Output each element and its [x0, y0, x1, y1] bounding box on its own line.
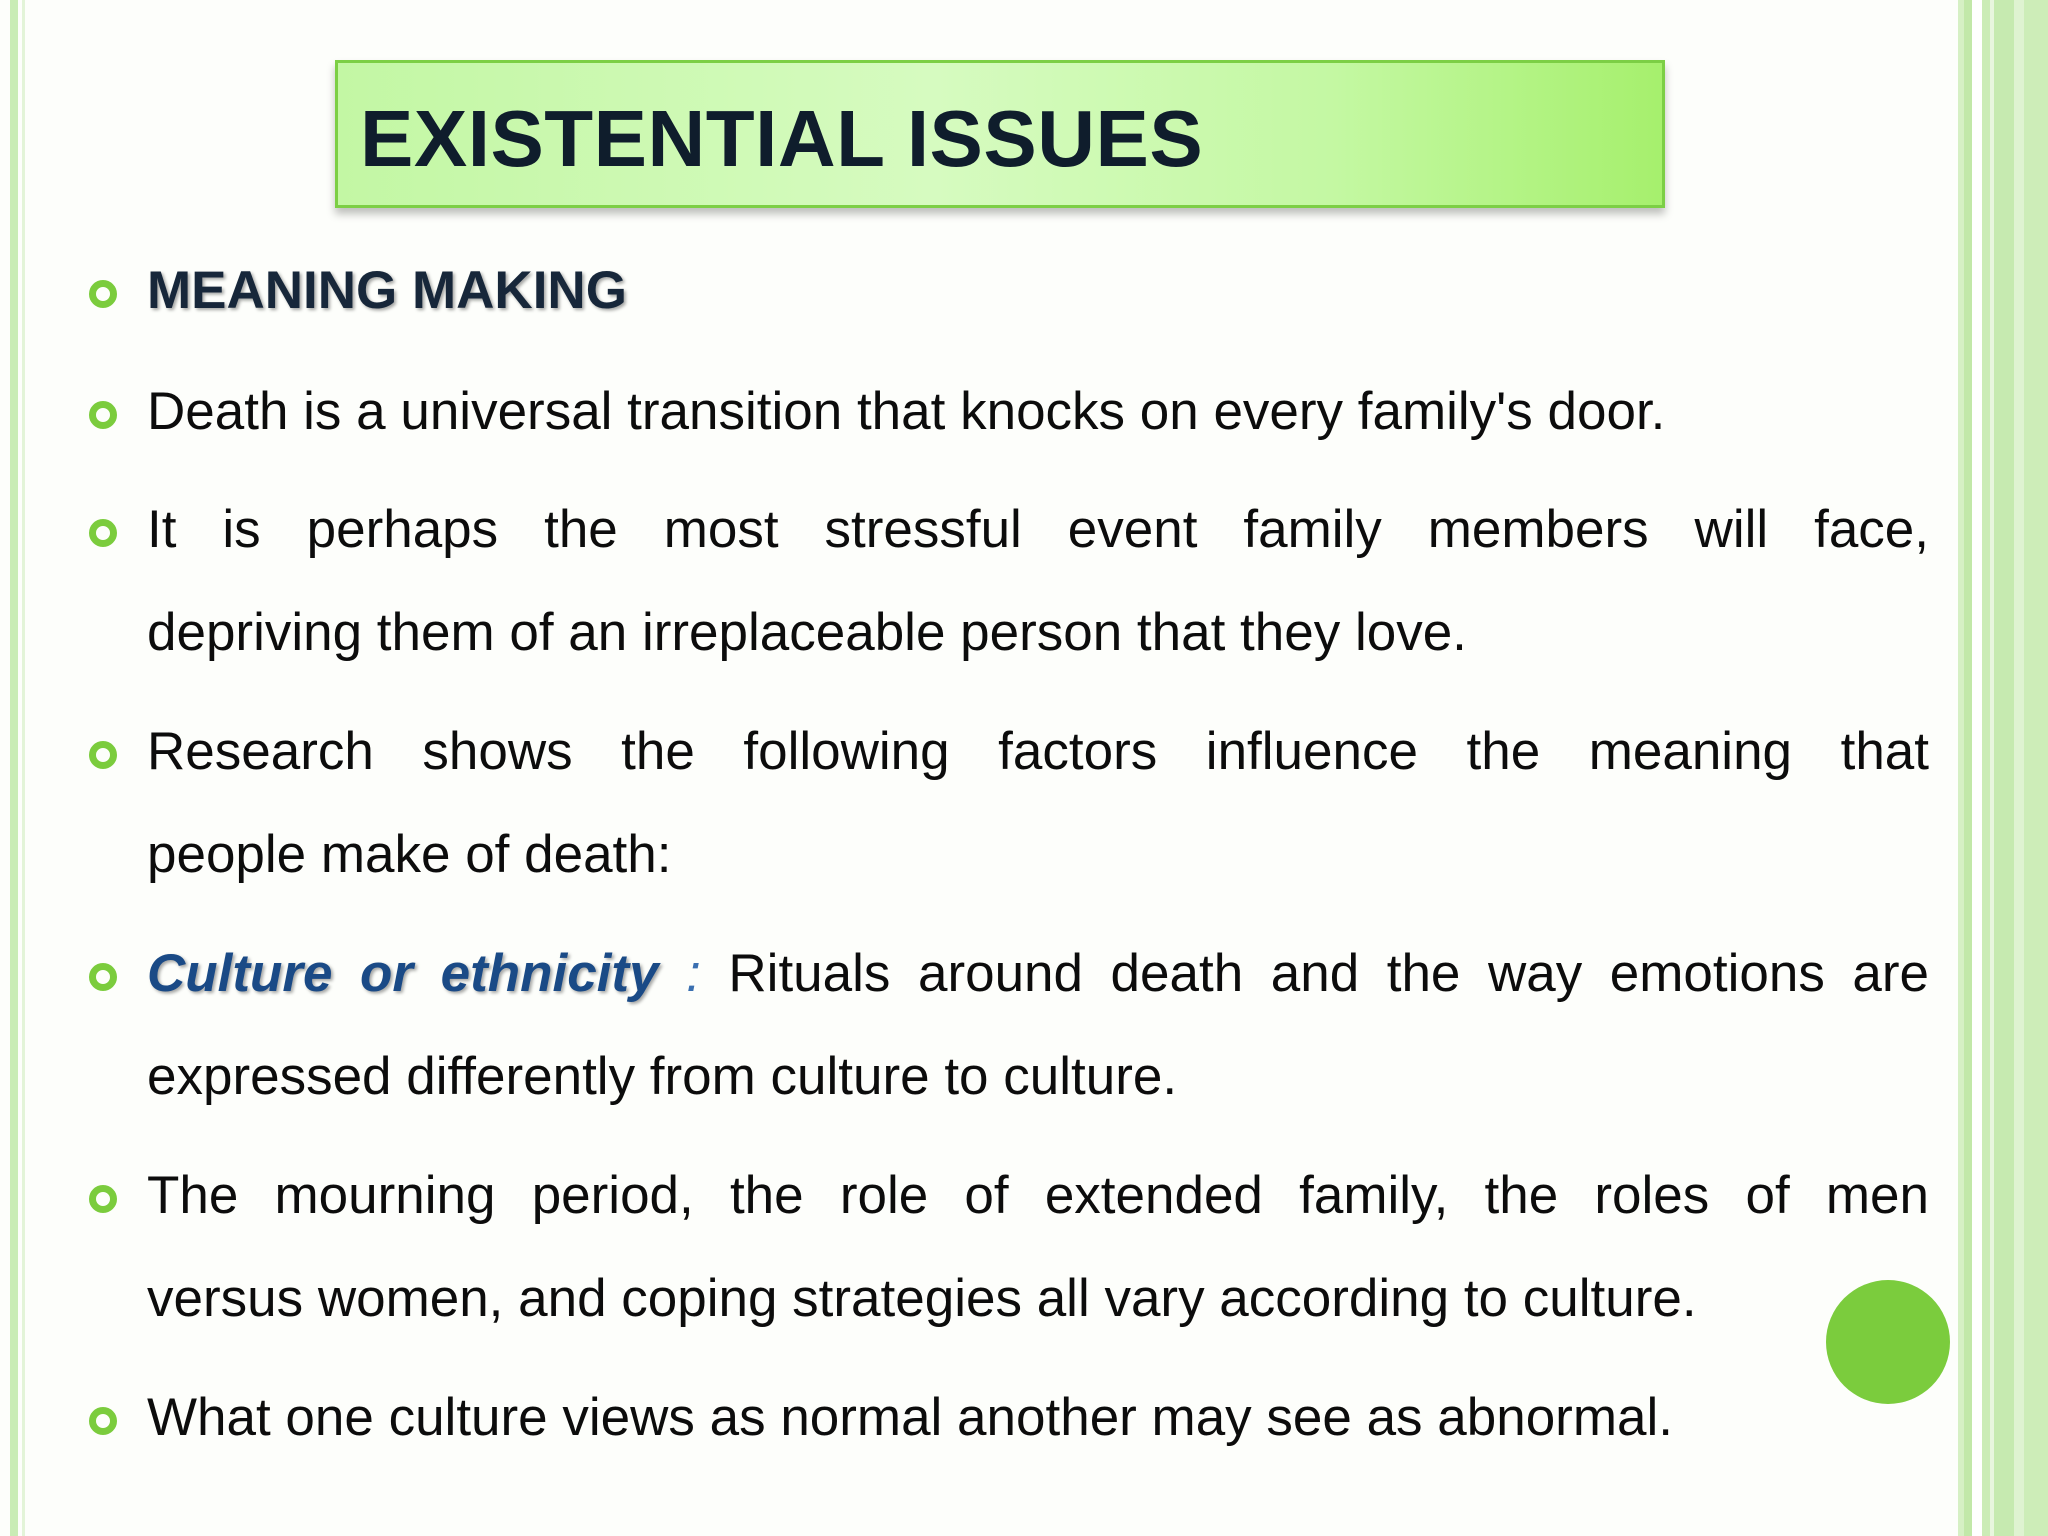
- green-circle-decoration: [1826, 1280, 1950, 1404]
- ring-bullet-icon: [88, 962, 118, 992]
- bullet-text-continued: people make of death:: [147, 825, 672, 884]
- bullet-text-continued: depriving them of an irreplaceable person that they love.: [147, 603, 1467, 662]
- ring-bullet-icon: [88, 1184, 118, 1214]
- bullet-text: Research shows the following factors influence the meaning that: [147, 722, 1929, 781]
- emphasis-term: Culture or ethnicity: [147, 944, 659, 1003]
- ring-bullet-icon: [88, 400, 118, 430]
- bullet-heading: MEANING MAKING: [147, 261, 627, 320]
- ring-bullet-icon: [88, 279, 118, 309]
- slide-title: EXISTENTIAL ISSUES: [360, 94, 1204, 183]
- term-colon: :: [658, 944, 701, 1003]
- ring-bullet-icon: [88, 740, 118, 770]
- bullet-text: The mourning period, the role of extended family, the roles of men: [147, 1166, 1929, 1225]
- bullet-text: Death is a universal transition that knocks on every family's door.: [147, 382, 1666, 441]
- bullet-text-rest: Rituals around death and the way emotions are: [700, 944, 1929, 1003]
- ring-bullet-icon: [88, 1406, 118, 1436]
- bullet-text-continued: expressed differently from culture to culture.: [147, 1047, 1178, 1106]
- ring-bullet-icon: [88, 518, 118, 548]
- bullet-text: [147, 944, 1929, 1004]
- bullet-text-continued: versus women, and coping strategies all vary according to culture.: [147, 1269, 1697, 1328]
- bullet-text: It is perhaps the most stressful event family members will face,: [147, 500, 1929, 559]
- bullet-text: What one culture views as normal another may see as abnormal.: [147, 1388, 1673, 1447]
